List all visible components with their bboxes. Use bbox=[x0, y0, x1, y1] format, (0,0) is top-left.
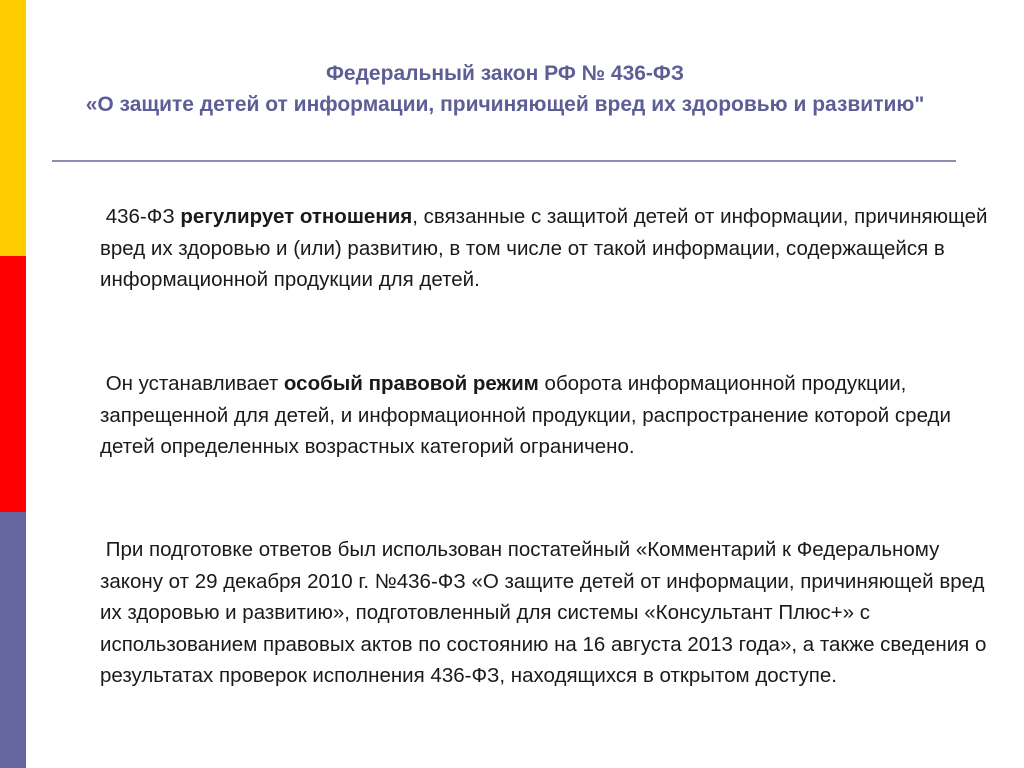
paragraph-bold-phrase: особый правовой режим bbox=[283, 372, 539, 395]
paragraph-legal-regime bbox=[100, 368, 990, 463]
side-bar-yellow-segment bbox=[0, 0, 26, 256]
paragraph-text-before: 436-ФЗ bbox=[105, 205, 181, 228]
decorative-side-bar bbox=[0, 0, 26, 768]
paragraph-sources bbox=[100, 534, 990, 692]
paragraph-regulation bbox=[100, 201, 990, 296]
side-bar-purple-segment bbox=[0, 512, 26, 768]
title-line-2: «О защите детей от информации, причиняющей вред их здоровью и развитию" bbox=[85, 93, 925, 116]
title-underline-rule bbox=[52, 160, 956, 162]
paragraph-text-before: При подготовке ответов был использован постатейный «Комментарий к Федеральному закону от 29 декабря 2010 г. №436-ФЗ «О защите детей от информации, причиняющей вред их здоровью и развитию», подготовленный для системы «Консультант Плюс+» с использованием правовых актов по состоянию на 16 августа 2013 года», а также сведения о результатах проверок исполнения 436-ФЗ, находящихся в открытом доступе. bbox=[100, 538, 987, 687]
paragraph-text-before: Он устанавливает bbox=[105, 372, 284, 395]
paragraph-bold-phrase: регулирует отношения bbox=[180, 205, 413, 228]
paragraph-text-after: , связанные с защитой детей от информации, причиняющей вред их здоровью и (или) развитию, в том числе от такой информации, содержащейся в информационной продукции для детей. bbox=[100, 205, 988, 291]
side-bar-red-segment bbox=[0, 256, 26, 512]
title-line-1: Федеральный закон РФ № 436-ФЗ bbox=[326, 62, 684, 85]
paragraph-text-after: оборота информационной продукции, запрещенной для детей, и информационной продукции, распространение которой среди детей определенных возрастных категорий ограничено. bbox=[100, 372, 951, 458]
slide-title bbox=[40, 58, 970, 120]
